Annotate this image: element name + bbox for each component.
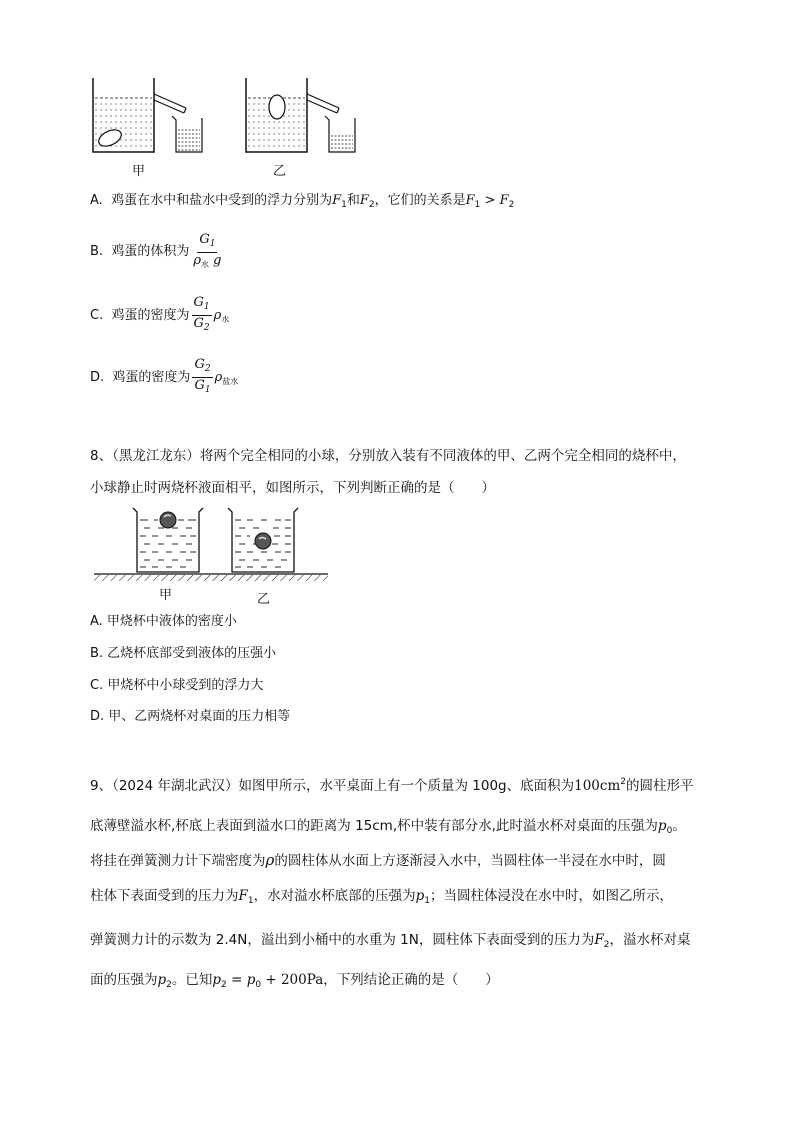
fraction: $\frac{G_1}{G_2}$ <box>193 295 210 333</box>
q9-stem-line1: 9、（2024 年湖北武汉）如图甲所示，水平桌面上有一个质量为 100g、底面积为$100cm^2$的圆柱形平 <box>90 777 694 794</box>
fraction: $\frac{G_1}{\rho_水 g}$ <box>193 231 222 269</box>
egg-yi <box>269 95 285 119</box>
ball-jia <box>160 512 176 528</box>
q8-option-a[interactable]: A. 甲烧杯中液体的密度小 <box>90 614 237 629</box>
beakers-figure <box>92 506 332 586</box>
cup-yi <box>246 78 355 152</box>
figure1-label-jia: 甲 <box>132 164 146 179</box>
q8-stem-line2: 小球静止时两烧杯液面相平，如图所示，下列判断正确的是（ ） <box>90 480 495 496</box>
beaker-yi <box>228 508 298 572</box>
q8-option-b[interactable]: B. 乙烧杯底部受到液体的压强小 <box>90 646 277 661</box>
q8-stem-line1: 8、（黑龙江龙东）将两个完全相同的小球，分别放入装有不同液体的甲、乙两个完全相同的烧杯中， <box>90 448 686 464</box>
q9-stem-line6: 面的压强为$p_2$。已知$p_2 = p_0 + 200Pa$，下列结论正确的是（ ） <box>90 972 499 990</box>
beaker-jia <box>133 508 203 572</box>
ball-yi <box>255 533 271 549</box>
q9-stem-line2: 底薄壁溢水杯,杯底上表面到溢水口的距离为 15cm,杯中装有部分水,此时溢水杯对桌面的压强为$p_0$。 <box>90 818 686 836</box>
fraction: $\frac{G_2}{G_1}$ <box>194 357 211 395</box>
figure1-label-yi: 乙 <box>273 164 287 179</box>
q7-option-b[interactable]: B. 鸡蛋的体积为 $\frac{G_1}{\rho_水 g}$ <box>90 230 225 274</box>
q9-stem-line3: 将挂在弹簧测力计下端密度为ρ的圆柱体从水面上方逐渐浸入水中，当圆柱体一半浸在水中时，圆 <box>90 851 666 869</box>
figure2-label-yi: 乙 <box>257 592 271 607</box>
cup-jia <box>93 78 202 152</box>
q7-option-a[interactable]: A. 鸡蛋在水中和盐水中受到的浮力分别为$F_1$和$F_2$，它们的关系是$F_1 > F_2$ <box>90 193 515 210</box>
q8-option-d[interactable]: D. 甲、乙两烧杯对桌面的压力相等 <box>90 709 291 724</box>
q7-option-c[interactable]: C. 鸡蛋的密度为 $\frac{G_1}{G_2}$ $\rho_水$ <box>90 294 229 342</box>
q8-option-c[interactable]: C. 甲烧杯中小球受到的浮力大 <box>90 678 264 693</box>
figure2-label-jia: 甲 <box>159 588 173 603</box>
q7-option-d[interactable]: D. 鸡蛋的密度为 $\frac{G_2}{G_1}$ $\rho_{盐水}$ <box>90 356 238 404</box>
q9-stem-line5: 弹簧测力计的示数为 2.4N，溢出到小桶中的水重为 1N，圆柱体下表面受到的压力为$F_2$，溢水杯对桌 <box>90 932 691 950</box>
q9-stem-line4: 柱体下表面受到的压力为$F_1$，水对溢水杯底部的压强为$p_1$；当圆柱体浸没在水中时，如图乙所示， <box>90 888 673 906</box>
